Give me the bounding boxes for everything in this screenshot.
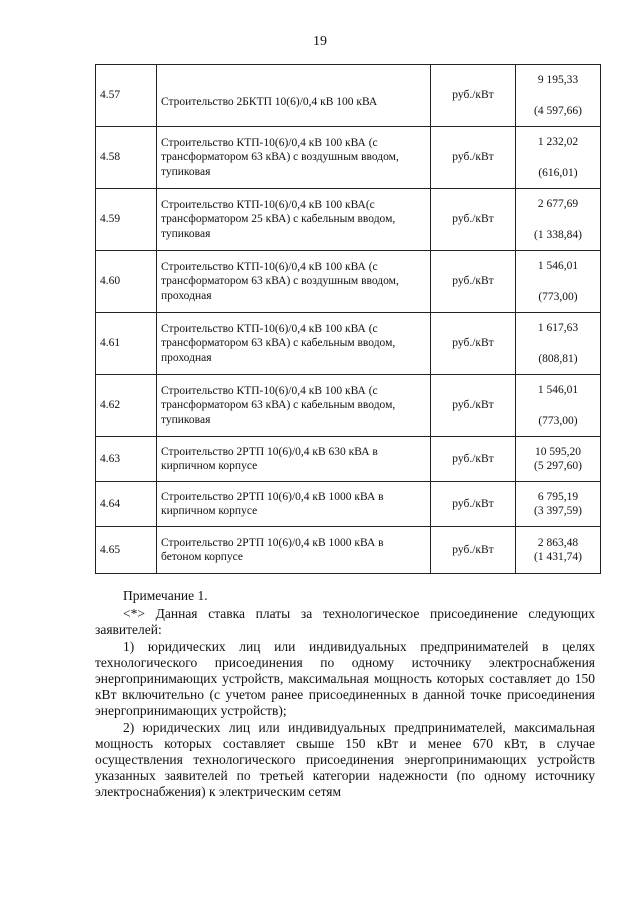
row-description: Строительство КТП-10(6)/0,4 кВ 100 кВА (с трансформатором 63 кВА) с воздушным вводом, проходная [157,251,431,313]
row-value [516,482,601,527]
table-row [96,313,601,375]
row-number: 4.64 [96,482,157,527]
row-unit: руб./кВт [431,251,516,313]
row-unit: руб./кВт [431,65,516,127]
rate-value-half: (4 597,66) [534,105,582,117]
row-unit: руб./кВт [431,375,516,437]
row-description: Строительство 2РТП 10(6)/0,4 кВ 1000 кВА в кирпичном корпусе [157,482,431,527]
rate-value: 1 232,02 [537,135,579,148]
note-title: Примечание 1. [123,588,208,603]
row-number: 4.62 [96,375,157,437]
row-value [516,375,601,437]
notes-section [95,588,595,800]
rate-value: 2 677,69 [537,197,579,210]
rate-value: 1 617,63 [537,321,579,334]
table-row [96,482,601,527]
rate-value-half: (1 431,74) [534,551,582,563]
row-number: 4.57 [96,65,157,127]
rate-value-half: (1 338,84) [534,229,582,241]
row-unit: руб./кВт [431,127,516,189]
row-unit: руб./кВт [431,482,516,527]
row-description: Строительство КТП-10(6)/0,4 кВ 100 кВА (с трансформатором 63 кВА) с кабельным вводом, тупиковая [157,375,431,437]
row-description: Строительство 2РТП 10(6)/0,4 кВ 630 кВА в кирпичном корпусе [157,437,431,482]
table-row [96,527,601,574]
row-number: 4.61 [96,313,157,375]
table-row [96,251,601,313]
row-number: 4.58 [96,127,157,189]
rate-value: 10 595,20 [535,445,581,458]
table-row [96,189,601,251]
page-number: 19 [313,34,327,49]
rate-value-half: (616,01) [538,167,578,179]
row-unit: руб./кВт [431,313,516,375]
rates-table [95,64,601,574]
note-paragraph: 2) юридических лиц или индивидуальных предпринимателей, максимальная мощность которых составляет свыше 150 кВт и менее 670 кВт, в случае осуществления технологического присоединения энергопринимающих устройств указанных заявителей по третьей категории надежности (по одному источнику электроснабжения) к электрическим сетям [95,719,595,800]
rate-value: 9 195,33 [537,73,579,86]
row-value [516,313,601,375]
row-value [516,65,601,127]
table-row [96,65,601,127]
rate-value: 1 546,01 [537,383,579,396]
row-value [516,251,601,313]
rate-value-half: (773,00) [538,291,578,303]
row-number: 4.59 [96,189,157,251]
row-description: Строительство КТП-10(6)/0,4 кВ 100 кВА (с трансформатором 63 кВА) с воздушным вводом, тупиковая [157,127,431,189]
note-paragraph: 1) юридических лиц или индивидуальных предпринимателей в целях технологического присоединения по одному источнику электроснабжения энергопринимающих устройств, максимальная мощность которых составляет до 150 кВт включительно (с учетом ранее присоединенных в данной точке присоединения энергопринимающих устройств); [95,638,595,719]
row-number: 4.63 [96,437,157,482]
rate-value-half: (773,00) [538,415,578,427]
table-row [96,375,601,437]
row-description: Строительство 2РТП 10(6)/0,4 кВ 1000 кВА в бетоном корпусе [157,527,431,574]
row-value [516,437,601,482]
row-unit: руб./кВт [431,527,516,574]
row-description: Строительство КТП-10(6)/0,4 кВ 100 кВА(с трансформатором 25 кВА) с кабельным вводом, тупиковая [157,189,431,251]
table-row [96,127,601,189]
row-description: Строительство КТП-10(6)/0,4 кВ 100 кВА (с трансформатором 63 кВА) с кабельным вводом, проходная [157,313,431,375]
rate-value-half: (5 297,60) [534,460,582,472]
row-number: 4.65 [96,527,157,574]
rate-value: 1 546,01 [537,259,579,272]
rate-value-half: (3 397,59) [534,505,582,517]
table-row [96,437,601,482]
row-value [516,527,601,574]
rate-value: 2 863,48 [537,536,579,549]
row-unit: руб./кВт [431,189,516,251]
row-unit: руб./кВт [431,437,516,482]
row-description: Строительство 2БКТП 10(6)/0,4 кВ 100 кВА [157,65,431,127]
row-value [516,189,601,251]
rate-value: 6 795,19 [537,490,579,503]
note-paragraph: <*> Данная ставка платы за технологическое присоединение следующих заявителей: [95,606,595,638]
row-value [516,127,601,189]
rate-value-half: (808,81) [538,353,578,365]
row-number: 4.60 [96,251,157,313]
